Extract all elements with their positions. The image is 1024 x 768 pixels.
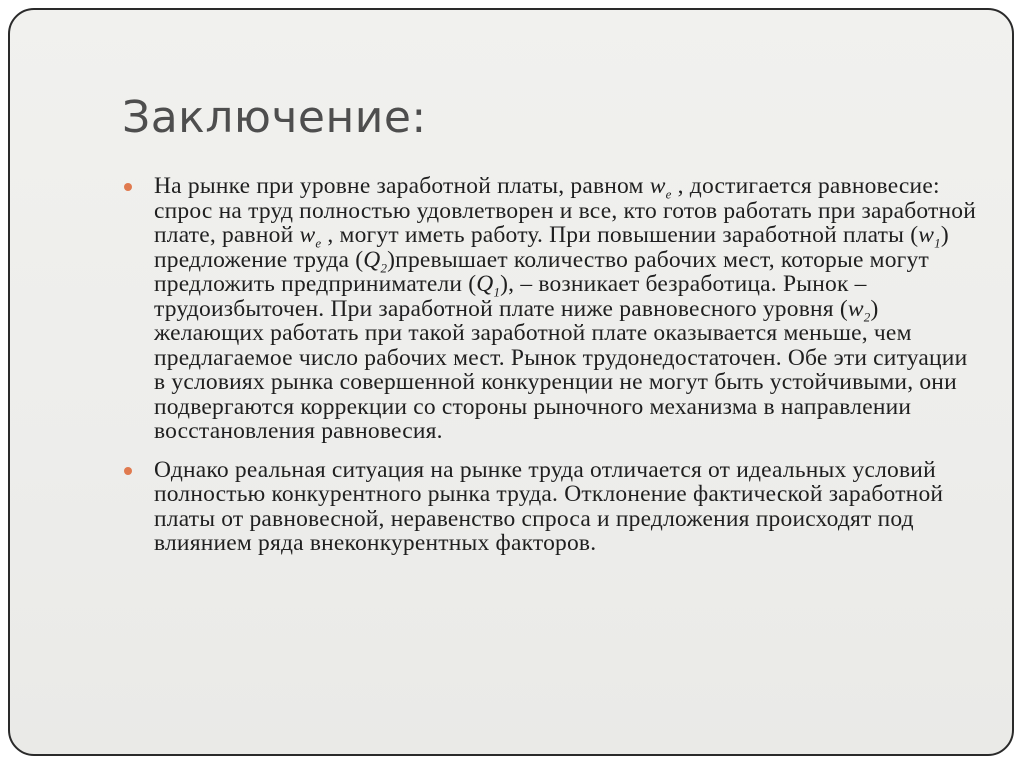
text-segment: , достигается равновесие: спрос на труд полностью удовлетворен и все, кто готов работать при заработной плате, равной — [154, 173, 977, 248]
math-symbol: Q — [476, 271, 494, 297]
text-segment: ) предложение труда ( — [154, 222, 949, 273]
math-variable-q1 — [476, 271, 501, 300]
text-segment: ), – возникает безработица. Рынок – трудоизбыточен. При заработной плате ниже равновесного уровня ( — [154, 271, 867, 322]
text-segment: )превышает количество рабочих мест, которые могут предложить предприниматели ( — [154, 246, 929, 297]
bullet-list — [122, 174, 982, 570]
circle-bullet-icon — [124, 183, 132, 191]
math-subscript: 2 — [380, 260, 388, 276]
bullet-item-2 — [122, 458, 982, 556]
slide-frame — [8, 8, 1014, 756]
circle-bullet-icon — [124, 467, 132, 475]
math-subscript: 1 — [493, 284, 501, 300]
math-symbol: w — [299, 222, 316, 248]
math-symbol: w — [918, 222, 935, 248]
math-symbol: Q — [363, 246, 381, 273]
math-variable-w2 — [847, 295, 871, 325]
math-variable-q2 — [363, 246, 388, 276]
math-subscript: 2 — [863, 309, 871, 325]
bullet-text-2: Однако реальная ситуация на рынке труда отличается от идеальных условий полностью конкурентного рынка труда. Отклонение фактической заработной платы от равновесной, неравенство спроса и предложения происходят под влиянием ряда внеконкурентных факторов. — [154, 456, 944, 556]
math-subscript: 1 — [934, 235, 941, 251]
bullet-item-1 — [122, 174, 982, 444]
math-symbol: w — [847, 295, 864, 322]
slide-title: Заключение: — [122, 92, 427, 143]
text-segment: , могут иметь работу. При повышении заработной платы ( — [321, 222, 919, 248]
math-subscript: e — [665, 186, 672, 202]
math-subscript: e — [315, 235, 322, 251]
bullet-text-1 — [154, 173, 976, 444]
math-variable-w1 — [918, 222, 941, 251]
math-variable-we — [299, 222, 322, 251]
text-segment: ) желающих работать при такой заработной плате оказывается меньше, чем предлагаемое число рабочих мест. Рынок трудонедостаточен. Обе эти ситуации в условиях рынка совершенной конкуренции не могут быть устойчивыми, они подвергаются коррекции со стороны рыночного механизма в направлении восстановления равновесия. — [154, 295, 968, 444]
text-segment: На рынке при уровне заработной платы, равном — [154, 173, 650, 199]
math-variable-we — [649, 173, 672, 202]
math-symbol: w — [649, 173, 666, 199]
